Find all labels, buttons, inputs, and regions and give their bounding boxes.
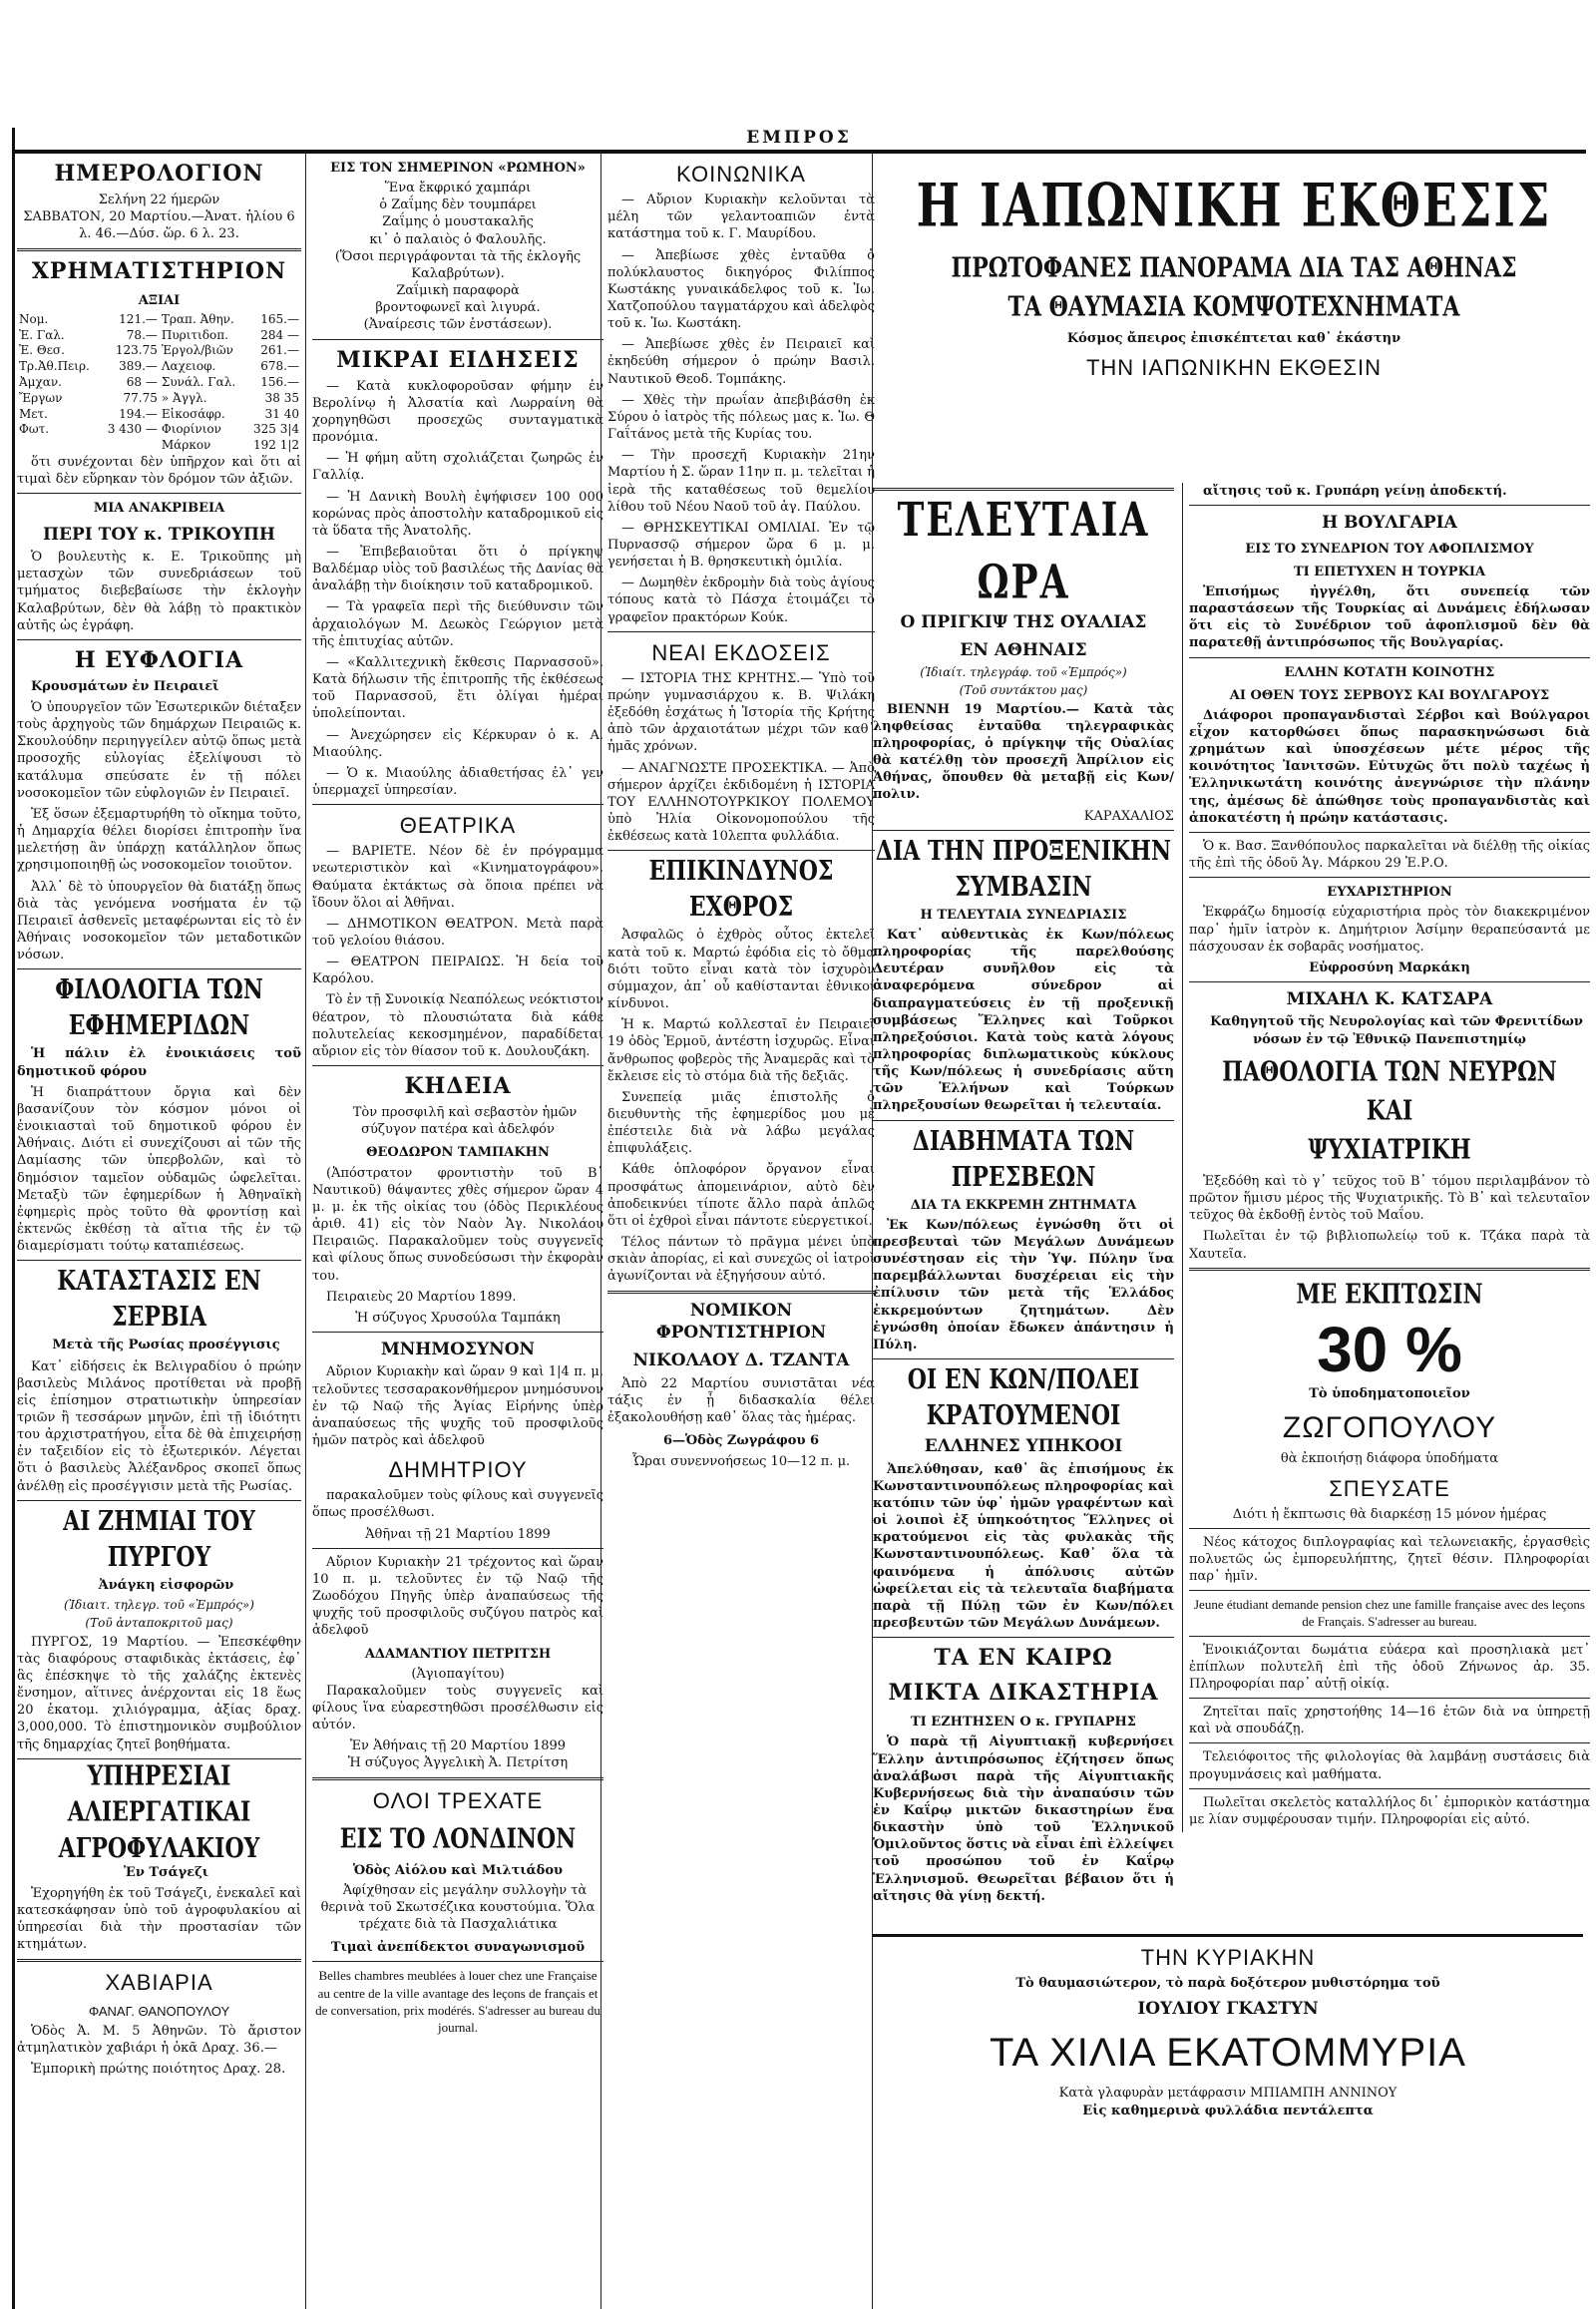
inquiry-subtitle: ΠΕΡΙ ΤΟΥ κ. ΤΡΙΚΟΥΠΗ (43, 524, 275, 545)
divider (1189, 1590, 1590, 1591)
court-continuation: αἴτησις τοῦ κ. Γρυπάρη γείνῃ ἀποδεκτή. (1203, 484, 1507, 499)
eulogy-lead: Κρουσμάτων ἐν Πειραιεῖ (31, 678, 219, 694)
koinonika-item: — Δωμηθὲν ἐκδρομὴν διὰ τοὺς ἁγίους τόπους κατὰ τὸ Πάσχα ἑτοιμάζει τὸ γραφεῖον πρακτόρων Κούκ. (607, 576, 875, 625)
prince-title: Ο ΠΡΙΓΚΙΨ ΤΗΣ ΟΥΑΛΙΑΣ (900, 612, 1147, 633)
exchange-cell: » Ἀγγλ. (161, 390, 207, 405)
news-item: — Ἡ φήμη αὕτη σχολιάζεται ζωηρῶς ἐν Γαλλίᾳ. (312, 451, 603, 484)
funeral-text: (Ἀπόστρατον φροντιστὴν τοῦ Β᾽ Ναυτικοῦ) θάψαντες χθὲς σήμερον ὥραν 4 μ. μ. ἐκ τῆς οἰκίας του (ὁδὸς Περικλέους ἀριθ. 41) εἰς τὸν Ναὸν Ἁγ. Νικολάου Πειραιῶς. Παρακαλοῦμεν τοὺς συγγενεῖς καὶ φίλους ὅπως συνοδεύσωσι τὴν ἐκφορὰν του. (312, 1165, 603, 1284)
poem-line: ὁ Ζαΐμης δὲν τουμπάρει (379, 197, 537, 213)
discount-name: ΖΩΓΟΠΟΥΛΟΥ (1282, 1410, 1497, 1444)
classified-ad: Ἐνοικιάζονται δωμάτια εὐάερα καὶ προσηλιακὰ μετ᾽ ἐπίπλων πολυτελῆ ἐπὶ τῆς ὁδοῦ Ζήνωνος ἀρ. 35. Πληροφορίαι παρ᾽ αὐτῇ οἰκίᾳ. (1189, 1642, 1590, 1692)
hurry-title: ΣΠΕΥΣΑΤΕ (1329, 1475, 1450, 1501)
notary-title: ΝΟΜΙΚΟΝ ΦΡΟΝΤΙΣΤΗΡΙΟΝ (655, 1300, 827, 1343)
koinonika-item: — Χθὲς τὴν πρωΐαν ἀπεβιβάσθη ἐκ Σύρου ὁ ἰατρὸς τῆς πόλεως μας κ. Ἰω. Θ Γαΐτάνος μετὰ τῆς Κυρίας του. (607, 392, 875, 443)
envoys-title: ΔΙΑΒΗΜΑΤΑ ΤΩΝ ΠΡΕΣΒΕΩΝ (912, 1124, 1135, 1194)
exchange-cell: Ἐργολ/βιῶν (161, 343, 233, 358)
press-text: Ἡ διαπράττουν ὄργια καὶ δὲν βασανίζουν τὸν κόσμον μόνοι οἱ ἐνοικιασταὶ τοῦ δημοτικοῦ φόρου ἐν Ἀθήναις. Διότι εἰ συνεχίζουσι αἱ τῶν τῆς Δαμίασης τῶν ὑπερβολῶν, καὶ τὸ δημόσιον ταμεῖον οὐδαμῶς ὠφελεῖται. Μεταξὺ τῶν ἐφημερίδων ἡ Ἀθηναϊκὴ ἐφημερὶς πρὸς τοῦτο θὰ φροντίσῃ καὶ ἐκτενῶς ἐκθέσῃ τὰ αἴτια τῆς ἐν τῷ διαμερίσματι τούτῳ καταπιέσεως. (17, 1084, 301, 1255)
enemy-title: ΕΠΙΚΙΝΔΥΝΟΣ ΕΧΘΡΟΣ (648, 855, 834, 925)
divider (312, 1332, 603, 1333)
divider (1189, 1268, 1590, 1271)
funeral-name: ΘΕΟΔΩΡΟΝ ΤΑΜΠΑΚΗΝ (366, 1145, 550, 1161)
notice-text: Ὁ κ. Βασ. Ξανθόπουλος παρκαλεῖται νὰ διέλθῃ τῆς οἰκίας τῆς ἐπὶ τῆς ὁδοῦ Ἁγ. Μάρκου 29 Ἐ.Ρ.Ο. (1189, 838, 1590, 872)
poem-title: ΕΙΣ ΤΟΝ ΣΗΜΕΡΙΝΟΝ «ΡΩΜΗΟΝ» (330, 161, 586, 176)
exchange-note: ὅτι συνέχονται δὲν ὑπῆρχον καὶ ὅτι αἱ τιμαὶ δὲν εὕρηκαν τὸν δρόμον τῶν ἀξιῶν. (17, 455, 301, 488)
divider (312, 1548, 603, 1549)
notary-address: 6—Ὁδὸς Ζωγράφου 6 (662, 1433, 820, 1449)
memorial-text: Αὔριον Κυριακὴν 21 τρέχοντος καὶ ὥραν 10 π. μ. τελοῦντες ἐν τῷ Ναῷ τῆς Ζωοδόχου Πηγῆς ὑπὲρ ἀναπαύσεως τῆς ψυχῆς τοῦ προσφιλοῦς συζύγου πατρὸς καὶ ἀδελφοῦ (312, 1554, 603, 1639)
exchange-row (17, 359, 301, 375)
novel-ad (873, 1934, 1583, 2119)
press-title: ΦΙΛΟΛΟΓΙΑ ΤΩΝ ΕΦΗΜΕΡΙΔΩΝ (55, 973, 263, 1043)
enemy-text: Κάθε ὁπλοφόρον ὄργανον εἶναι προσφάτως ἀπομεινάριον, αὐτὸ δὲν ἀποδεικνύει τίποτε ἄλλο παρὰ ἀπλῶς ὅτι οἱ ἐχθροὶ εἶναι πάντοτε εὐεργετικοί. (607, 1162, 875, 1229)
divider (1189, 1742, 1590, 1743)
exchange-cell: Μάρκον (161, 438, 211, 453)
london-title: ΟΛΟΙ ΤΡΕΧΑΤΕ (372, 1787, 544, 1813)
hurry-text: Διότι ἡ ἔκπτωσις θὰ διαρκέσῃ 15 μόνον ἡμέρας (1232, 1506, 1547, 1522)
discount-value: 30 % (1317, 1313, 1462, 1385)
divider (1189, 877, 1590, 878)
serbia-title: ΚΑΤΑΣΤΑΣΙΣ ΕΝ ΣΕΡΒΙΑ (57, 1265, 261, 1335)
detained-title: ΟΙ ΕΝ ΚΩΝ/ΠΟΛΕΙ ΚΡΑΤΟΥΜΕΝΟΙ (907, 1363, 1140, 1432)
theatre-item: — ΘΕΑΤΡΟΝ ΠΕΙΡΑΙΩΣ. Ἡ δεία τοῦ Καρόλου. (312, 955, 603, 987)
exhibition-banner-subtitle: ΤΑ ΘΑΥΜΑΣΙΑ ΚΟΜΨΟΤΕΧΝΗΜΑΤΑ (1007, 290, 1460, 323)
column-1 (17, 154, 301, 2309)
prince-signature: ΚΑΡΑΧΑΛΙΟΣ (1083, 808, 1174, 824)
page-left-rule (12, 128, 15, 2309)
exchange-cell (100, 438, 160, 454)
novel-translation: Κατὰ γλαφυρὰν μετάφρασιν ΜΠΙΑΜΠΗ ΑΝΝΙΝΟΥ (1058, 2086, 1397, 2102)
publications-item: — ΙΣΤΟΡΙΑ ΤΗΣ ΚΡΗΤΗΣ.— Ὑπὸ τοῦ πρώην γυμνασιάρχου κ. Β. Ψιλάκη ἐξεδόθη ἐσχάτως ἡ Ἱστορία τῆς Κρήτης ἀπὸ τῶν ἀρχαιοτάτων μέχρι τῶν καθ᾽ ἡμᾶς χρόνων. (607, 670, 875, 755)
classified-ad: Ζητεῖται παῖς χρηστοήθης 14—16 ἐτῶν διὰ να ὑπηρετῇ καὶ νὰ σπουδάζῃ. (1189, 1705, 1590, 1737)
prince-text: ΒΙΕΝΝΗ 19 Μαρτίου.— Κατὰ τὰς ληφθείσας ἐνταῦθα τηλεγραφικὰς πληροφορίας, ὁ πρίγκηψ τῆς Οὐαλίας θὰ κατέλθῃ τὸν προσεχῆ Ἀπρίλιον εἰς Ἀθήνας, ὅπουθεν θὰ μεταβῇ εἰς Κων/πολιν. (873, 701, 1174, 803)
exchange-cell: 325 3|4 (252, 422, 299, 437)
divider (607, 1291, 875, 1294)
column-4 (872, 154, 1591, 2309)
inquiry-title: ΜΙΑ ΑΝΑΚΡΙΒΕΙΑ (93, 501, 225, 517)
poem-line: Ζαΐμης ὁ μουστακαλῆς (382, 214, 534, 230)
exchange-cell: Ἔργων (19, 390, 63, 405)
exchange-cell: Πυριτιδοπ. (161, 327, 228, 342)
bulgaria-title: Η ΒΟΥΛΓΑΡΙΑ (1322, 513, 1457, 534)
news-item: — Τὰ γραφεῖα περὶ τῆς διεύθυνσιν τῶν ἀρχαιολόγων Μ. Δεωκὸς Γεώργιον μετὰ τῆς ἐπιτυχίας αὐτῶν. (312, 599, 603, 649)
divider (1189, 505, 1590, 506)
notary-text: Ἀπὸ 22 Μαρτίου συνιστᾶται νέα τάξις ἐν ᾗ διδασκαλία θέλει ἐξακολουθήσῃ καθ᾽ ὅλας τὰς ἡμέρας. (607, 1375, 875, 1426)
memorial-name: ΔΗΜΗΤΡΙΟΥ (388, 1457, 528, 1483)
divider (312, 1777, 603, 1780)
memorial-text: Αὔριον Κυριακὴν καὶ ὥραν 9 καὶ 1|4 π. μ. τελοῦντες τεσσαρακονθήμερον μνημόσυνον ἐν τῷ Ναῷ τῆς Ἁγίας Εἰρήνης ὑπὲρ ἀναπαύσεως τῆς ψυχῆς τοῦ προσφιλοῦς ἡμῶν πατρὸς καὶ ἀδελφοῦ (312, 1364, 603, 1449)
pyrgos-correspondent: (Τοῦ ἀνταποκριτοῦ μας) (85, 1615, 233, 1630)
prince-telegraph: (Ἰδιαίτ. τηλεγράφ. τοῦ «Ἐμπρός») (920, 664, 1127, 679)
exchange-table (17, 312, 301, 454)
community-subtitle: ΑΙ ΟΘΕΝ ΤΟΥΣ ΣΕΡΒΟΥΣ ΚΑΙ ΒΟΥΛΓΑΡΟΥΣ (1229, 687, 1550, 703)
news-item: — «Καλλιτεχνικὴ ἔκθεσις Παρνασσοῦ». Κατὰ δήλωσιν τῆς ἐπιτροπῆς τῆς ἐκθέσεως τοῦ Παρνασσοῦ, ἔτι ὀλίγαι ἡμέραι ὑπολείπονται. (312, 654, 603, 722)
memorial-signature: Ἡ σύζυγος Ἀγγελικὴ Ἀ. Πετρίτση (347, 1755, 569, 1771)
memorial-role: (Ἀγιοπαγίτου) (411, 1666, 505, 1682)
poem-line: (Ὅσοι περιγράφονται τὰ τῆς ἐκλογῆς Καλαβρύτων). (334, 248, 582, 281)
london-tagline: Τιμαὶ ἀνεπίδεκτοι συναγωνισμοῦ (330, 1940, 586, 1956)
divider (873, 830, 1174, 831)
classified-ad: Jeune étudiant demande pension chez une famille française avec des leçons de Français. S'adresser au bureau. (1194, 1597, 1585, 1630)
exchange-row (17, 438, 301, 454)
divider (17, 493, 301, 494)
divider (873, 1358, 1174, 1359)
divider (17, 1260, 301, 1261)
divider (17, 1500, 301, 1501)
exchange-cell: Εἰκοσάφρ. (161, 406, 225, 421)
eulogy-title: Η ΕΥΦΛΟΓΙΑ (74, 646, 244, 673)
novel-title: ΤΑ ΧΙΛΙΑ ΕΚΑΤΟΜΜΥΡΙΑ (990, 2030, 1466, 2075)
convention-title: ΔΙΑ ΤΗΝ ΠΡΟΞΕΝΙΚΗΝ ΣΥΜΒΑΣΙΝ (875, 834, 1172, 904)
exchange-cell: 68 — (126, 375, 158, 389)
pyrgos-title: ΑΙ ΖΗΜΙΑΙ ΤΟΥ ΠΥΡΓΟΥ (63, 1504, 255, 1574)
divider (1189, 1636, 1590, 1637)
exchange-cell: 192 1|2 (252, 438, 299, 453)
enemy-text: Συνεπείᾳ μιᾶς ἐπιστολῆς ὁ διευθυντὴς τῆς ἐφημερίδος μου μὲ ἐπέστειλε διὰ νὰ λάβω μεγάλας ἐπιφυλάξεις. (607, 1089, 875, 1157)
inquiry-text: Ὁ βουλευτὴς κ. Ε. Τρικοῦπης μὴ μετασχὼν τῶν συνεδριάσεων τοῦ τμήματος διεβεβαίωσε τὴν ἐκλογὴν Καλαβρύτων, δὲν θὰ λάβῃ τὸ πρακτικὸν αὐτῆς ὡς ἐγράφη. (17, 550, 301, 633)
french-rooms-ad: Belles chambres meublées à louer chez une Française au centre de la ville avantage des leçons de français et de conversation, prix modérés. S'adresser au bureau du journal. (315, 1968, 600, 2035)
court-title: ΤΑ ΕΝ ΚΑΙΡΩ (934, 1645, 1113, 1672)
exchange-cell: 78.— (126, 327, 158, 342)
discount-note: θὰ ἐκποιήσῃ διάφορα ὑποδήματα (1280, 1451, 1499, 1467)
funeral-intro: Τὸν προσφιλῆ καὶ σεβαστὸν ἡμῶν σύζυγον πατέρα καὶ ἀδελφόν (352, 1105, 578, 1138)
newspaper-name: ΕΜΠΡΟΣ (738, 128, 859, 148)
caviar-text: Ὁδὸς Ἀ. Μ. 5 Ἀθηνῶν. Τὸ ἄριστον ἀτμηλατικὸν χαβιάρι ἡ ὀκᾶ Δραχ. 36.— (17, 2023, 301, 2056)
divider (1189, 657, 1590, 658)
court-subtitle: ΤΙ ΕΖΗΤΗΣΕΝ Ο κ. ΓΡΥΠΑΡΗΣ (911, 1715, 1136, 1731)
community-title: ΕΛΛΗΝ ΚΟΤΑΤΗ ΚΟΙΝΟΤΗΣ (1284, 664, 1495, 680)
exchange-cell (17, 438, 100, 454)
exchange-row (17, 422, 301, 438)
calendar-line: Σελήνη 22 ήμερῶν (98, 192, 220, 208)
divider (1189, 832, 1590, 833)
convention-subtitle: Η ΤΕΛΕΥΤΑΙΑ ΣΥΝΕΔΡΙΑΣΙΣ (920, 907, 1127, 923)
exchange-subtitle: ΑΞΙΑΙ (138, 292, 181, 308)
notary-hours: Ὧραι συνεννοήσεως 10—12 π. μ. (631, 1453, 851, 1469)
exchange-cell: Μετ. (19, 406, 48, 421)
exchange-row (17, 375, 301, 391)
exchange-row (17, 343, 301, 359)
divider (17, 1959, 301, 1962)
exchange-cell: Ἐ. Θεσ. (19, 343, 65, 358)
exhibition-banner-title: Η ΙΑΠΩΝΙΚΗ ΕΚΘΕΣΙΣ (916, 170, 1552, 240)
memorial-name: ΑΔΑΜΑΝΤΙΟΥ ΠΕΤΡΙΤΣΗ (364, 1646, 552, 1662)
court-text: Ὁ παρὰ τῇ Αἰγυπτιακῇ κυβερνήσει Ἕλλην ἀντιπρόσωπος ἐζήτησεν ὅπως ἀναλάβωσι παρὰ τῆς Αἰγυπτιακῆς Κυβερνήσεως διὰ τὴν ἀναπαύσιν τῶν ἐν Καΐρῳ μικτῶν δικαστηρίων ἕνα δικαστὴν ὑπὸ τοῦ Ἑλληνικοῦ Ὁμιλοῦντος ὅστις νὰ εἶναι ἐπὶ ἐλλείψει τοῦ προσώπου τοῦ ἐν Καΐρῳ Ἑλληνισμοῦ. Θεωρεῖται βέβαιον ὅτι ἡ αἴτησις θὰ γίνῃ δεκτή. (873, 1734, 1174, 1904)
exchange-cell: 389.— (119, 359, 158, 374)
exchange-row (17, 328, 301, 344)
pyrgos-telegraph: (Ἰδιαιτ. τηλεγρ. τοῦ «Ἐμπρός») (64, 1597, 254, 1612)
poem-line: (Ἀναίρεσις τῶν ἐνστάσεων). (363, 317, 553, 333)
novel-intro: Τὸ θαυμασιώτερον, τὸ παρὰ δοξότερον μυθιστόρημα τοῦ (1015, 1976, 1440, 1992)
theatre-item: Τὸ ἐν τῇ Συνοικίᾳ Νεαπόλεως νεόκτιστον θέατρον, τὸ πλουσιώτατα διὰ κάθε πολυτελείας κεκοσμημένον, παραδίδεται αὔριον εἰς τὸν θίασον τοῦ κ. Δουλουζάκη. (312, 992, 603, 1059)
enemy-text: Ἡ κ. Μαρτώ κολλεσταῖ ἐν Πειραιεῖ 19 ὁδὸς Ἐρμοῦ, ἀντέστη ἰσχυρῶς. Εἶναι ἄνθρωπος φοβερὸς τῆς Ἀναμερᾶς καὶ τὸ ἔκλεισε εἰς τὸ στόμα διὰ τῆς δεξιᾶς. (607, 1017, 875, 1084)
exchange-cell: 165.— (260, 311, 299, 326)
exchange-row (17, 391, 301, 407)
serbia-text: Κατ᾽ εἰδήσεις ἐκ Βελιγραδίου ὁ πρώην βασιλεὺς Μιλάνος προτίθεται νὰ προβῇ εἰς ἐπίσημον στρατιωτικὴν ὑπηρεσίαν τριῶν ἢ τεσσάρων μηνῶν, ἐπὶ τῇ ἰδιότητι του ἀρχιστρατήγου, εἶτα δὲ θὰ ἐπιχειρήσῃ ἐν ταξειδίον εἰς τὸ ἐξωτερικόν. Λέγεται ὅτι ὁ βασιλεὺς Ἀλέξανδρος σκοπεῖ ὅπως ἀνέλθῃ εἰς προσέγγισιν μετὰ τῆς Ρωσίας. (17, 1358, 301, 1494)
thanks-text: Ἐκφράζω δημοσίᾳ εὐχαριστήρια πρὸς τὸν διακεκριμένον παρ᾽ ἡμῖν ἰατρὸν κ. Δημήτριον Ἀσίμην θεραπεύσαντά με πάσχουσαν ἐκ σοβαρᾶς νοσήματος. (1189, 905, 1590, 955)
agro-text: Ἐχορηγήθη ἐκ τοῦ Τσάγεζι, ἐνεκαλεῖ καὶ κατεσκάφησαν ὑπὸ τοῦ ἀγροφυλακίου αἱ ὑπηρεσίαι διὰ τὴν προστασίαν τῶν κτημάτων. (17, 1885, 301, 1953)
convention-text: Κατ᾽ αὐθεντικὰς ἐκ Κων/πόλεως πληροφορίας τῆς παρελθούσης Δευτέραν συνῆλθον εἰς τὰ ἀναφερόμενα σύνεδρον αἱ διαπραγματεύσεις ἐν τῇ προξενικῇ συμβάσεως Ἕλληνες καὶ Τοῦρκοι πληρεξούσιοι. Κατὰ τοὺς κατὰ λόγους πληροφορίας διπλωματικοὺς κύκλους τῆς Κων/πόλεως ἡ συνεδρίασις αὕτη τῶν Ἑλλήνων καὶ Τούρκων πληρεξουσίων θεωρεῖται ἡ τελευταία. (873, 927, 1174, 1114)
envoys-text: Ἐκ Κων/πόλεως ἐγνώσθη ὅτι οἱ πρεσβευταὶ τῶν Μεγάλων Δυνάμεων συνέστησαν εἰς τὴν Ὑψ. Πύλην ἵνα παρεμβάλλωνται δυσχέρειαι εἰς τὴν ἐπίλυσιν τῶν μετὰ τῆς Ἑλλάδος ἐκκρεμούντων ζητημάτων. Δὲν ἐγνώσθη ὁποίαν ἔδωκεν ἀπάντησιν ἡ Πύλη. (873, 1217, 1174, 1352)
detained-text: Ἀπελύθησαν, καθ᾽ ἃς ἐπισήμους ἐκ Κωνσταντινουπόλεως πληροφορίας καὶ κατόπιν τῶν ὑφ᾽ ἡμῶν γραφέντων καὶ οἱ λοιποὶ ἐξ ὑπηκοότητος Ἕλληνες οἱ κρατούμενοι εἰς τὰς φυλακὰς τῆς Κωνσταντινουπόλεως. Καθ᾽ ὅλα τὰ φαινόμενα ἡ ἀπόλυσις αὐτῶν ὠφείλεται εἰς τὰ τελευταῖα διαβήματα παρὰ τῇ Πύλῃ τῶν ἐν Κων/πόλει πρεσβευτῶν τῶν Μεγάλων Δυνάμεων. (873, 1461, 1174, 1631)
exchange-title: ΧΡΗΜΑΤΙΣΤΗΡΙΟΝ (31, 257, 287, 284)
classified-ad: Πωλεῖται σκελετὸς καταλλήλος δι᾽ ἐμπορικὸν κατάστημα με λίαν συμφέρουσαν τιμήν. Πληροφορίαι εἰς αὐτό. (1189, 1794, 1590, 1827)
poem-line: Ζαΐμικὴ παραφορὰ (396, 283, 520, 299)
divider (1189, 981, 1590, 982)
enemy-text: Τέλος πάντων τὸ πρᾶγμα μένει ὑπὸ σκιὰν ἀπορίας, εἰ καὶ συνεχῶς οἱ ἰατροὶ ἀγωνίζονται νὰ ἐξηγήσουν αὐτό. (607, 1235, 875, 1285)
exchange-row (17, 312, 301, 328)
theatre-title: ΘΕΑΤΡΙΚΑ (399, 813, 517, 839)
poem-line: κι᾽ ὁ παλαιὸς ὁ Φαλουλῆς. (369, 231, 547, 247)
memorial-text: παρακαλοῦμεν τοὺς φίλους καὶ συγγενεῖς ὅπως προσέλθωσι. (312, 1488, 603, 1521)
novel-daily: Εἰς καθημερινὰ φυλλάδια πεντάλεπτα (1082, 2103, 1374, 2118)
exchange-cell: Λαχειοφ. (161, 359, 216, 374)
eulogy-text: Ἀλλ᾽ δὲ τὸ ὑπουργεῖον θὰ διατάξῃ ὅπως διὰ τὰς γενόμενα νοσήματα ἐν τῷ Πειραιεῖ ἀσθενεῖς μεταφέρωνται εἰς τὸ ἐν Ἀθήναις νοσοκομεῖον τῶν μεταδοτικῶν νόσων. (17, 879, 301, 963)
divider (873, 1637, 1174, 1638)
exchange-cell: Νομ. (19, 311, 49, 326)
caviar-title: ΧΑΒΙΑΡΙΑ (105, 1969, 213, 1995)
author-name: ΜΙΧΑΗΛ Κ. ΚΑΤΣΑΡΑ (1286, 989, 1493, 1010)
divider (1189, 1698, 1590, 1699)
divider (607, 850, 875, 851)
discount-shop: Τὸ ὑποδηματοποιεῖον (1309, 1385, 1470, 1401)
funeral-title: ΚΗΔΕΙΑ (404, 1073, 512, 1100)
exchange-row (17, 407, 301, 423)
court-subtitle: ΜΙΚΤΑ ΔΙΚΑΣΤΗΡΙΑ (888, 1680, 1159, 1707)
exhibition-banner-subtitle: ΤΗΝ ΙΑΠΩΝΙΚΗΝ ΕΚΘΕΣΙΝ (1085, 354, 1383, 380)
koinonika-item: — ΘΡΗΣΚΕΥΤΙΚΑΙ ΟΜΙΛΙΑΙ. Ἐν τῷ Πυρνασσῷ σήμερον ὥρα 6 μ. μ. γενήσεται ἡ Β. θρησκευτικὴ ὁμιλία. (607, 520, 875, 571)
publications-title: ΝΕΑΙ ΕΚΔΟΣΕΙΣ (651, 639, 831, 665)
exchange-cell: Φωτ. (19, 422, 50, 437)
exchange-cell: Συνάλ. Γαλ. (161, 375, 236, 389)
bulgaria-text: Ἐπισήμως ἠγγέλθη, ὅτι συνεπείᾳ τῶν παραστάσεων τῆς Τουρκίας αἱ Δυνάμεις ἐδήλωσαν ὅτι εἰς τὸ Συνέδριον τοῦ ἀφοπλισμοῦ δὲν θὰ παρατεθῇ ἀντιπρόσωπος τῆς Βουλγαρίας. (1189, 583, 1590, 651)
koinonika-item: — Αὔριον Κυριακὴν κελοῦνται τὰ μέλη τῶν γελαντοαπιῶν ἐντὰ κατάστημα τοῦ κ. Γ. Μαυρίδου. (607, 192, 875, 242)
exchange-cell: 31 40 (264, 406, 299, 421)
book-title: ΠΑΘΟΛΟΓΙΑ ΤΩΝ ΝΕΥΡΩΝ (1222, 1055, 1557, 1088)
exchange-cell: Ἀμχαν. (19, 375, 62, 389)
divider (312, 1065, 603, 1066)
press-lead: Ἡ πάλιν ἐλ ἐνοικιάσεις τοῦ δημοτικοῦ φόρου (17, 1046, 301, 1079)
community-text: Διάφοροι προπαγανδισταὶ Σέρβοι καὶ Βούλγαροι εἶχον κατορθώσει ὅπως παρασκηνώσωσι διὰ χρημάτων καὶ ὑποσχέσεων μέτε μέρος τῆς κοινότητος Ἰανιτσῶν. Εὐτυχῶς ὅτι πολὺ ταχέως ἡ Ἑλληνικωτάτη κοινότης ἀνεγνώρισε τὴν πλάνην της, ἀμέσως δὲ ἀπώθησε τοὺς προπαγανδιστὰς καὶ ἀποκατέστη ἡ πρώην κατάστασις. (1189, 707, 1590, 826)
exchange-cell: 194.— (119, 406, 158, 421)
exchange-cell: 261.— (260, 343, 299, 358)
book-sale: Πωλεῖται ἐν τῷ βιβλιοπωλείῳ τοῦ κ. Τζάκα παρὰ τὰ Χαυτεῖα. (1189, 1229, 1590, 1262)
book-title: ΚΑΙ (1366, 1094, 1413, 1127)
discount-title: ΜΕ ΕΚΠΤΩΣΙΝ (1296, 1278, 1483, 1311)
masthead (12, 128, 1586, 154)
agro-title: ΥΠΗΡΕΣΙΑΙ ΑΛΙΕΡΓΑΤΙΚΑΙ ΑΓΡΟΦΥΛΑΚΙΟΥ (58, 1759, 260, 1865)
divider (312, 1961, 603, 1962)
bulgaria-subtitle: ΕΙΣ ΤΟ ΣΥΝΕΔΡΙΟΝ ΤΟΥ ΑΦΟΠΛΙΣΜΟΥ (1245, 541, 1534, 557)
prince-subtitle: ΕΝ ΑΘΗΝΑΙΣ (960, 640, 1087, 661)
novel-author: ΙΟΥΛΙΟΥ ΓΚΑΣΤΥΝ (1137, 1999, 1319, 2020)
funeral-signature: Ἡ σύζυγος Χρυσούλα Ταμπάκη (355, 1310, 561, 1326)
exchange-cell: Ἐ. Γαλ. (19, 327, 65, 342)
book-title: ΨΥΧΙΑΤΡΙΚΗ (1308, 1133, 1471, 1166)
theatre-item: — ΒΑΡΙΕΤΕ. Νέον δὲ ἐν πρόγραμμα νεωτεριστικὸν καὶ «Κινηματογράφου». Θαύματα ἐκτάκτως σὰ ὅποια πρέπει νὰ ἴδουν ὅλοι αἱ Ἀθῆναι. (312, 844, 603, 911)
detained-subtitle: ΕΛΛΗΝΕΣ ΥΠΗΚΟΟΙ (924, 1436, 1123, 1457)
divider (1189, 1788, 1590, 1789)
news-item: — Ἡ Δανικὴ Βουλὴ ἐψήφισεν 100 000 κορώνας πρὸς ἀποστολὴν καταδρομικοῦ εἰς τὰ ὕδατα τῆς Ἀνατολῆς. (312, 489, 603, 539)
novel-day: ΤΗΝ ΚΥΡΙΑΚΗΝ (1140, 1945, 1316, 1970)
serbia-lead: Μετὰ τῆς Ρωσίας προσέγγισις (52, 1338, 280, 1353)
pyrgos-text: ΠΥΡΓΟΣ, 19 Μαρτίου. — Ἐπεσκέφθην τὰς διαφόρους σταφιδικὰς ἐκτάσεις, ἐφ᾽ ἃς ἐπέσκηψε τὸ τῆς χαλάζης ἐκτενὲς ἔνσημον, αἵτινες ἀνέρχονται εἰς 18 ἕως 20 ἑκατομ. χιλιόγραμμα, ἀξίας δραχ. 3,000,000. Τὸ ἐπιστημονικὸν συμβούλιον τῆς δημαρχίας ζητεῖ βοηθήματα. (17, 1634, 301, 1752)
enemy-text: Ἀσφαλῶς ὁ ἐχθρὸς οὗτος ἐκτελεῖ κατὰ τοῦ κ. Μαρτώ ἐφόδια εἰς τὸ ὄθμα διότι τοῦτο εἶναι κατὰ τὸν ἰσχυρὸν σύμμαχον, ἀπ᾽ οὗ καθίστανται ἐθνικοί κίνδυνοι. (607, 928, 875, 1012)
memorial-text: Παρακαλοῦμεν τοὺς συγγενεῖς καὶ φίλους ἵνα εὐαρεστηθῶσι προσέλθωσιν εἰς αὐτόν. (312, 1683, 603, 1733)
exchange-cell: Φιορίνιον (161, 422, 221, 437)
memorial-date: Ἐν Ἀθήναις τῇ 20 Μαρτίου 1899 (349, 1738, 567, 1754)
author-role: Καθηγητοῦ τῆς Νευρολογίας καὶ τῶν Φρενιτίδων νόσων ἐν τῷ Ἐθνικῷ Πανεπιστημίῳ (1210, 1014, 1583, 1047)
last-hour-column (873, 483, 1180, 1909)
memorial-title: ΜΝΗΜΟΣΥΝΟΝ (380, 1340, 536, 1359)
exhibition-banner-subtitle: ΠΡΩΤΟΦΑΝΕΣ ΠΑΝΟΡΑΜΑ ΔΙΑ ΤΑΣ ΑΘΗΝΑΣ (951, 251, 1517, 284)
divider (1189, 1528, 1590, 1529)
last-hour-title: ΤΕΛΕΥΤΑΙΑ ΩΡΑ (897, 493, 1150, 609)
exchange-cell: 284 — (260, 327, 299, 342)
thanks-signature: Εὐφροσύνη Μαρκάκη (1309, 960, 1470, 975)
divider (17, 639, 301, 640)
publications-item: — ΑΝΑΓΝΩΣΤΕ ΠΡΟΣΕΚΤΙΚΑ. — Ἀπὸ σήμερον ἀρχίζει ἐκδιδομένη ἡ ΙΣΤΟΡΙΑ ΤΟΥ ΕΛΛΗΝΟΤΟΥΡΚΙΚΟΥ ΠΟΛΕΜΟΥ ὑπὸ Ἠλία Οἰκονομοπούλου τῆς ἐκθέσεως κατὰ 10λεπτα φυλλάδια. (607, 760, 875, 845)
right-ads-column (1182, 483, 1590, 1832)
envoys-subtitle: ΔΙΑ ΤΑ ΕΚΚΡΕΜΗ ΖΗΤΗΜΑΤΑ (910, 1197, 1137, 1213)
column-3 (600, 154, 875, 2309)
london-text: Ἀφίχθησαν εἰς μεγάλην συλλογὴν τὰ θερινὰ τοῦ Σκωτσέζικα κουστούμια. Ὅλα τρέχατε διὰ τὰ Πασχαλιάτικα (320, 1882, 596, 1933)
exchange-cell: 38 35 (264, 390, 299, 405)
poem-line: Ἕνα ἔκφρικό χαμπάρι (384, 181, 532, 196)
classified-ad: Τελειόφοιτος τῆς φιλολογίας θὰ λαμβάνῃ συστάσεις διὰ προγυμνάσεις καὶ μαθήματα. (1189, 1749, 1590, 1782)
divider (607, 631, 875, 632)
caviar-text: Ἐμπορικὴ πρώτης ποιότητος Δραχ. 28. (31, 2062, 286, 2078)
eulogy-text: Ἐξ ὅσων ἐξεμαρτυρήθη τὸ οἴκημα τοῦτο, ἡ Δημαρχία θέλει διορίσει ἐπιτροπὴν ἵνα μελετήσῃ ἂν ὑπάρχῃ κατάλληλον ὅπως χρησιμοποιηθῇ ὡς νοσοκομεῖον τοιοῦτον. (17, 806, 301, 874)
divider (312, 804, 603, 805)
koinonika-item: — Ἀπεβίωσε χθὲς ἐνταῦθα ὁ πολύκλαυστος δικηγόρος Φιλίππος Κωστάκης γυναικάδελφος τοῦ κ. Ἰω. Χατζοπούλου ταγματάρχου καὶ ἀδελφὸς τοῦ κ. Ἰω. Κωστάκη. (607, 247, 875, 332)
exchange-cell: 121.— (119, 311, 158, 326)
news-item: — Ἐπιβεβαιοῦται ὅτι ὁ πρίγκηψ Βαλδέμαρ υἱὸς τοῦ βασιλέως τῆς Δανίας θὰ ἀναλάβῃ τὴν διοίκησιν τοῦ καταδρομικοῦ. (312, 545, 603, 594)
pyrgos-lead: Ἀνάγκη εἰσφορῶν (98, 1577, 234, 1593)
divider (312, 339, 603, 340)
thanks-title: ΕΥΧΑΡΙΣΤΗΡΙΟΝ (1327, 885, 1452, 901)
calendar-title: ΗΜΕΡΟΛΟΓΙΟΝ (54, 161, 264, 187)
exchange-cell: 156.— (260, 375, 299, 389)
divider (873, 1120, 1174, 1121)
exchange-cell: 77.75 (123, 390, 158, 405)
exchange-cell: 3 430 — (107, 422, 158, 437)
caviar-merchant: ΦΑΝΑΓ. ΘΑΝΟΠΟΥΛΟΥ (88, 2003, 230, 2019)
divider (17, 248, 301, 251)
prince-correspondent: (Τοῦ συντάκτου μας) (959, 682, 1088, 697)
book-text: Ἐξεδόθη καὶ τὸ γ᾽ τεῦχος τοῦ Β᾽ τόμου περιλαμβάνον τὸ πρῶτον ἥμισυ μέρος τῆς Ψυχιατρικῆς. Τὸ Β᾽ καὶ τελευταῖον τεῦχος θὰ ἐκδοθῇ ἐντὸς τοῦ Μαΐου. (1189, 1173, 1590, 1224)
exchange-cell: Τραπ. Ἀθην. (161, 311, 234, 326)
news-item: — Ἀνεχώρησεν εἰς Κέρκυραν ὁ κ. Α. Μιαούλης. (312, 727, 603, 760)
poem-line: βροντοφωνεῖ καὶ λιγυρά. (375, 300, 541, 316)
london-name: ΕΙΣ ΤΟ ΛΟΝΔΙΝΟΝ (339, 1822, 577, 1855)
eulogy-text: Ὁ ὑπουργεῖον τῶν Ἐσωτερικῶν διέταξεν τοὺς ἀρχηγοὺς τῶν δημάρχων Πειραιῶς κ. Σκουλούδην περιηγγείλεν αὐτῷ ὅπως μετὰ προσοχῆς εὐλογίας ἐξελίψουσι τὸ κατάλυμα σπεύσατε ἐν τῇ πόλει νοσοκομεῖον τῶν εὐφλογιῶν ἐν Πειραιεῖ. (17, 700, 301, 801)
classified-ad: Νέος κάτοχος διπλογραφίας καὶ τελωνειακῆς, ἐργασθεὶς πολυετῶς ὡς ἐμπορευλήπτης, ζητεῖ θέσιν. Πληροφορίαι παρ᾽ ἡμῖν. (1189, 1534, 1590, 1585)
london-address: Ὁδὸς Αἰόλου καὶ Μιλτιάδου (352, 1862, 564, 1878)
agro-lead: Ἐν Τσάγεζι (123, 1864, 209, 1880)
exhibition-banner-subtitle: Κόσμος ἄπειρος ἐπισκέπτεται καθ᾽ ἑκάστην (1066, 330, 1401, 346)
funeral-date: Πειραιεὺς 20 Μαρτίου 1899. (326, 1289, 517, 1305)
koinonika-item: — Τὴν προσεχῆ Κυριακὴν 21ην Μαρτίου ἡ Σ. ὥραν 11ην π. μ. τελεῖται ἡ ἱερὰ τῆς καταθέσεως τοῦ θεμελίου λίθου τοῦ Νέου Ναοῦ τοῦ ἁγ. Παύλου. (607, 448, 875, 515)
exchange-cell: 678.— (260, 359, 299, 374)
divider (17, 968, 301, 969)
calendar-line: ΣΑΒΒΑΤΟΝ, 20 Μαρτίου.—Ἀνατ. ἡλίου 6 λ. 46.—Δύσ. ὥρ. 6 λ. 23. (23, 209, 295, 242)
notary-name: ΝΙΚΟΛΑΟΥ Δ. ΤΖΑΝΤΑ (632, 1350, 850, 1371)
news-item: — Κατὰ κυκλοφοροῦσαν φήμην ἐν Βερολίνῳ ἡ Ἀλσατία καὶ Λωρραίνη θὰ χορηγηθῶσι προσεχῶς συνταγματικὰ προνόμια. (312, 378, 603, 446)
memorial-date: Ἀθῆναι τῇ 21 Μαρτίου 1899 (365, 1526, 551, 1542)
theatre-item: — ΔΗΜΟΤΙΚΟΝ ΘΕΑΤΡΟΝ. Μετὰ παρὰ τοῦ γελοίου θιάσου. (312, 916, 603, 949)
news-item: — Ὁ κ. Μιαούλης ἀδιαθετήσας ἐλ᾽ γεν ὑπερμαχεῖ ὑπηρεσίαν. (312, 765, 603, 799)
bulgaria-subtitle: ΤΙ ΕΠΕΤΥΧΕΝ Η ΤΟΥΡΚΙΑ (1293, 564, 1486, 579)
koinonika-item: — Ἀπεβίωσε χθὲς ἐν Πειραιεῖ καὶ ἐκηδεύθη σήμερον ὁ πρώην Βασιλ. Ναυτικοῦ Θεοδ. Τομπάκης. (607, 337, 875, 387)
koinonika-title: ΚΟΙΝΩΝΙΚΑ (676, 162, 806, 187)
news-title: ΜΙΚΡΑΙ ΕΙΔΗΣΕΙΣ (336, 346, 580, 373)
column-2 (305, 154, 603, 2309)
exchange-cell: Τρ.Ἀθ.Πειρ. (19, 359, 90, 374)
exchange-cell: 123.75 (115, 343, 158, 358)
